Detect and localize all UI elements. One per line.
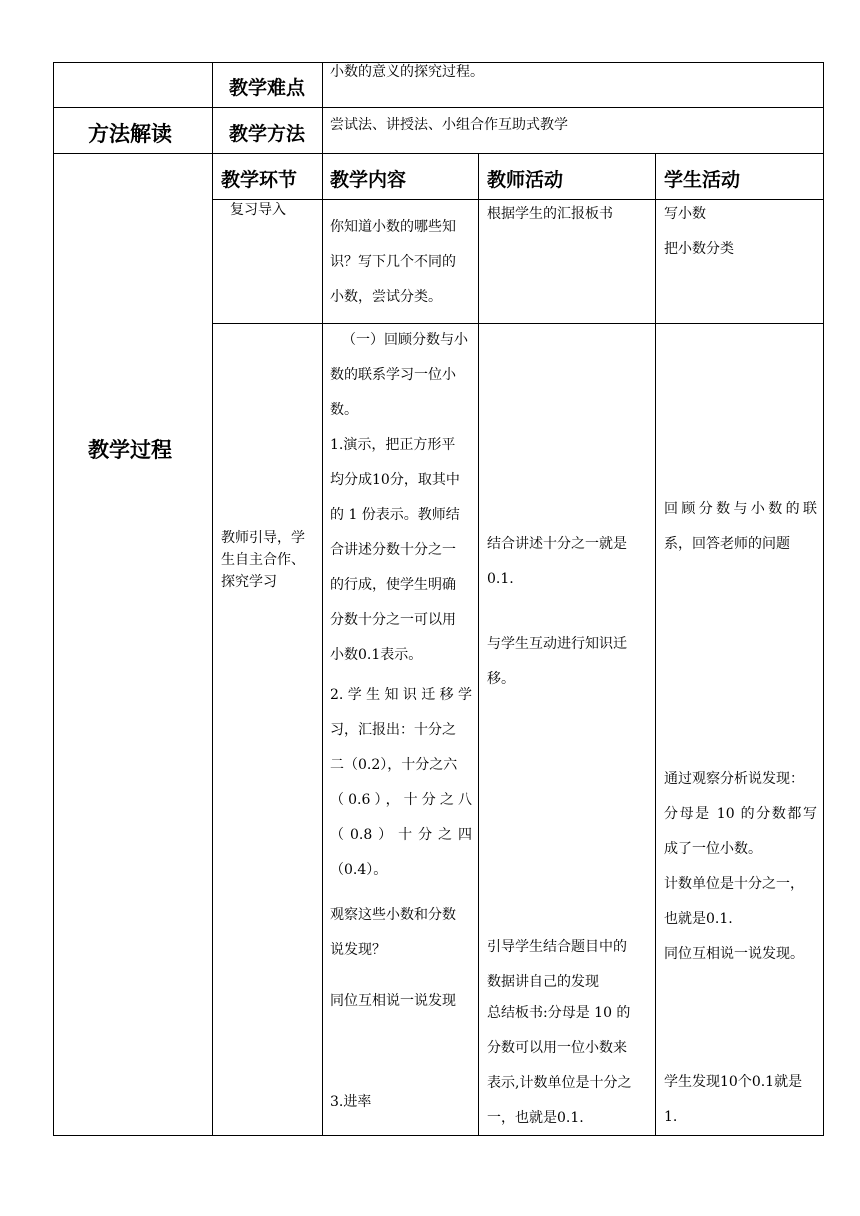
text-line: 探究学习 — [221, 574, 277, 590]
text-line: （0.8）十分之四 — [330, 827, 472, 843]
guided-student-part1 — [664, 492, 817, 562]
text-line: 分数十分之一可以用 — [330, 612, 456, 628]
stage-review: 复习导入 — [230, 202, 286, 218]
text-line: 引导学生结合题目中的 — [487, 939, 627, 955]
text-line: 小数，尝试分类。 — [330, 289, 442, 305]
text-line: 把小数分类 — [664, 241, 734, 257]
text-line: 数。 — [330, 402, 358, 418]
text-line: 的行成，使学生明确 — [330, 577, 456, 593]
column-divider — [655, 153, 656, 1136]
text-line: 计数单位是十分之一， — [664, 876, 804, 892]
text-line: 通过观察分析说发现： — [664, 771, 804, 787]
text-line: 结合讲述十分之一就是 — [487, 536, 627, 552]
guided-student-part2 — [664, 762, 817, 972]
row-divider — [53, 153, 824, 154]
text-line: 0.1. — [487, 571, 514, 587]
text-line: 数的联系学习一位小 — [330, 367, 456, 383]
text-line: 一，也就是0.1. — [487, 1110, 584, 1126]
text-line: 二（0.2），十分之六 — [330, 757, 458, 773]
text-line: 习，汇报出：十分之 — [330, 722, 456, 738]
guided-student-part3 — [664, 1065, 802, 1135]
text-line: 生自主合作、 — [221, 552, 305, 568]
text-line: （0.4）。 — [330, 862, 388, 878]
guided-teacher-part3 — [487, 930, 631, 1136]
review-student — [664, 197, 734, 267]
text-line: 与学生互动进行知识迁 — [487, 636, 627, 652]
method-section-title: 方法解读 — [88, 122, 172, 146]
guided-teacher-part1 — [487, 527, 627, 597]
header-stage: 教学环节 — [221, 169, 298, 191]
text-line: 写小数 — [664, 206, 706, 222]
guided-content-part4: 同位互相说一说发现 — [330, 993, 456, 1009]
text-line: 识？写下几个不同的 — [330, 254, 456, 270]
header-content: 教学内容 — [330, 169, 407, 191]
text-line: 的 1 份表示。教师结 — [330, 507, 460, 523]
text-line: 1.演示，把正方形平 — [330, 437, 456, 453]
guided-content-part1 — [330, 323, 472, 673]
text-line: 总结板书:分母是 10 的 — [487, 1005, 631, 1021]
text-line: 均分成10分，取其中 — [330, 472, 460, 488]
text-line: 移。 — [487, 671, 515, 687]
column-divider — [322, 62, 323, 1136]
header-student: 学生活动 — [664, 169, 741, 191]
guided-stage — [221, 527, 305, 593]
guided-content-part2 — [330, 678, 472, 888]
column-divider — [212, 62, 213, 1136]
text-line: 数据讲自己的发现 — [487, 974, 599, 990]
text-line: 2.学生知识迁移学 — [330, 687, 472, 703]
table-border-bottom — [53, 1135, 824, 1136]
row-divider — [212, 323, 824, 324]
text-line: 同位互相说一说发现。 — [664, 946, 804, 962]
text-line: 也就是0.1. — [664, 911, 733, 927]
guided-teacher-part2 — [487, 627, 627, 697]
text-line: 观察这些小数和分数 — [330, 907, 456, 923]
method-label: 教学方法 — [229, 123, 306, 145]
review-teacher: 根据学生的汇报板书 — [487, 206, 613, 222]
text-line: 你知道小数的哪些知 — [330, 219, 456, 235]
text-line: 分数可以用一位小数来 — [487, 1040, 627, 1056]
text-line: 分母是 10 的分数都写 — [664, 806, 817, 822]
text-line: 回顾分数与小数的联 — [664, 501, 817, 517]
text-line: 说发现？ — [330, 942, 386, 958]
table-border-left — [53, 62, 54, 1136]
guided-content-part5: 3.进率 — [330, 1094, 372, 1110]
guided-content-part3 — [330, 898, 456, 968]
text-line: 学生发现10个0.1就是 — [664, 1074, 803, 1090]
difficulty-text: 小数的意义的探究过程。 — [330, 64, 484, 80]
column-divider — [478, 153, 479, 1136]
text-line: （一）回顾分数与小 — [342, 332, 468, 348]
review-content — [330, 210, 456, 315]
process-section-title: 教学过程 — [88, 438, 172, 462]
header-teacher: 教师活动 — [487, 169, 564, 191]
table-border-right — [823, 62, 824, 1136]
text-line: 小数0.1表示。 — [330, 647, 423, 663]
text-line: 教师引导，学 — [221, 530, 305, 546]
text-line: （0.6），十分之八 — [330, 792, 472, 808]
difficulty-label: 教学难点 — [229, 77, 306, 99]
text-line: 成了一位小数。 — [664, 841, 762, 857]
text-line: 系，回答老师的问题 — [664, 536, 790, 552]
method-text: 尝试法、讲授法、小组合作互助式教学 — [330, 117, 568, 133]
text-line: 1. — [664, 1109, 678, 1125]
text-line: 表示,计数单位是十分之 — [487, 1075, 632, 1091]
text-line: 合讲述分数十分之一 — [330, 542, 456, 558]
